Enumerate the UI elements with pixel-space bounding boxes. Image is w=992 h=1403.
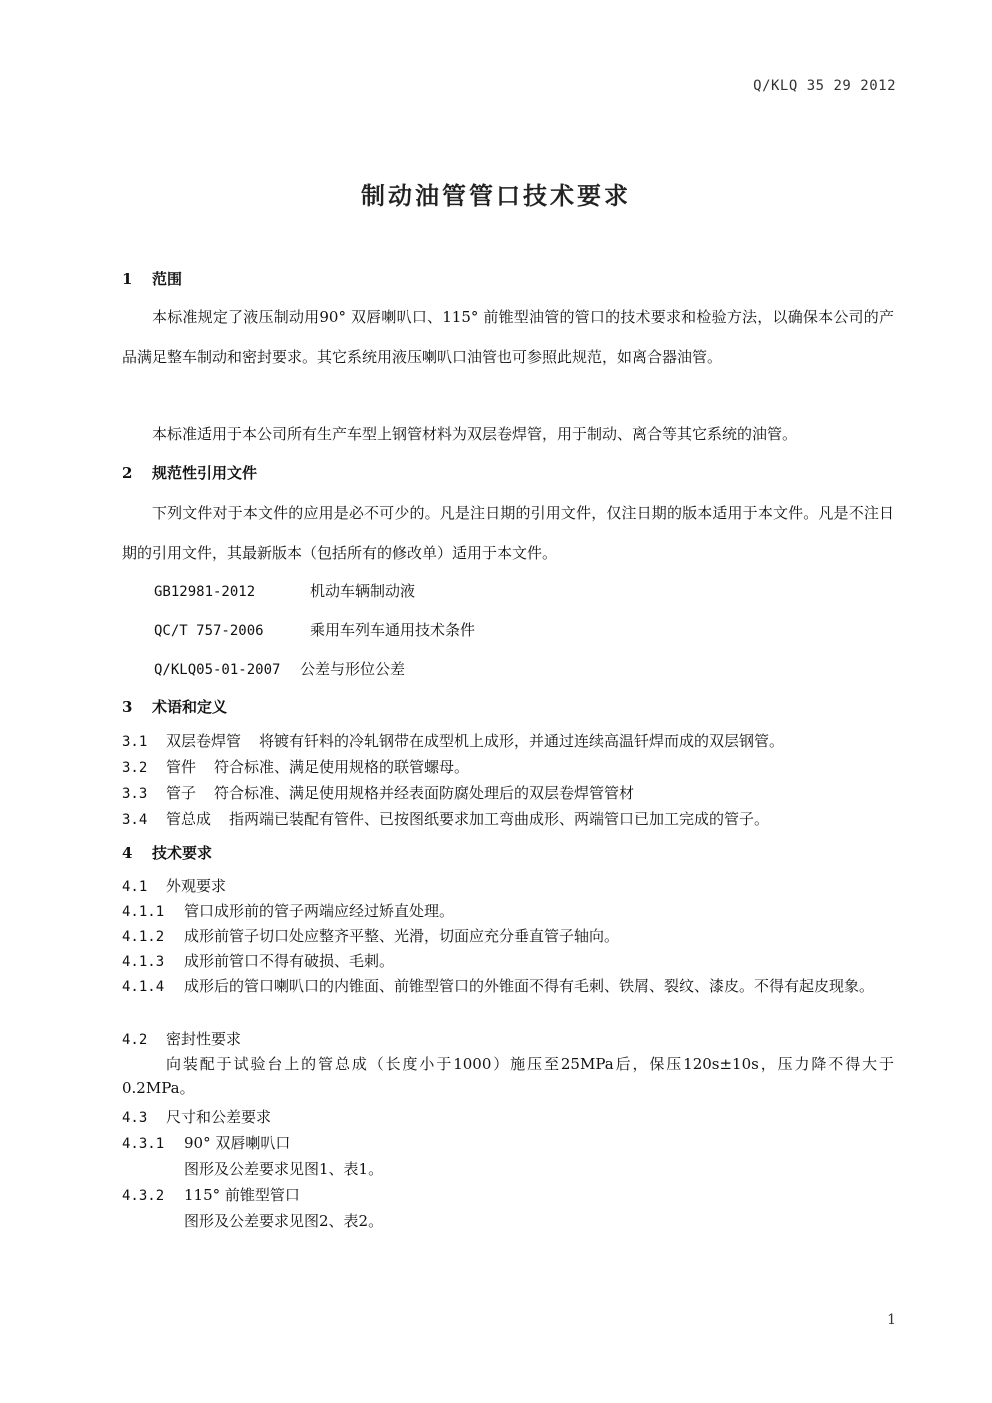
clause-number: 3.3 <box>122 786 148 802</box>
scope-paragraph-2: 本标准适用于本公司所有生产车型上钢管材料为双层卷焊管，用于制动、离合等其它系统的油管。 <box>152 425 798 443</box>
clause-number: 3.4 <box>122 812 148 828</box>
term-definition <box>122 782 634 803</box>
clause-number: 4.2 <box>122 1032 148 1048</box>
clause-4-1-4 <box>122 974 894 999</box>
clause-4-3 <box>122 1106 271 1127</box>
clause-4-1-3 <box>122 950 394 971</box>
clause-4-3-2-note: 图形及公差要求见图2、表2。 <box>184 1212 384 1230</box>
clause-text: 密封性要求 <box>166 1030 242 1048</box>
clause-number: 4.3.2 <box>122 1188 165 1204</box>
clause-number: 3.1 <box>122 734 148 750</box>
reference-code: Q/KLQ05-01-2007 <box>154 662 281 678</box>
section-heading-normative-references <box>122 462 257 483</box>
clause-text: 成形前管口不得有破损、毛刺。 <box>184 952 395 970</box>
clause-number: 4.1 <box>122 879 148 895</box>
document-title: 制动油管管口技术要求 <box>361 181 631 210</box>
clause-text: 管口成形前的管子两端应经过矫直处理。 <box>184 902 455 920</box>
section-title: 技术要求 <box>152 844 213 862</box>
document-code: Q/KLQ 35 29 2012 <box>753 78 896 94</box>
definition: 符合标准、满足使用规格的联管螺母。 <box>214 758 470 776</box>
clause-4-1-2 <box>122 925 619 946</box>
clause-4-3-2 <box>122 1184 300 1205</box>
section-number: 4 <box>122 844 133 862</box>
reference-item <box>154 619 475 640</box>
scope-paragraph-1: 本标准规定了液压制动用90° 双唇喇叭口、115° 前锥型油管的管口的技术要求和检验方法，以确保本公司的产品满足整车制动和密封要求。其它系统用液压喇叭口油管也可参照此规范，如离合器油管。 <box>122 308 894 366</box>
term-definition <box>122 730 784 751</box>
clause-text: 外观要求 <box>166 877 227 895</box>
clause-4-2 <box>122 1028 241 1049</box>
references-paragraph: 下列文件对于本文件的应用是必不可少的。凡是注日期的引用文件，仅注日期的版本适用于本文件。凡是不注日期的引用文件，其最新版本（包括所有的修改单）适用于本文件。 <box>122 504 894 562</box>
clause-text: 成形后的管口喇叭口的内锥面、前锥型管口的外锥面不得有毛刺、铁屑、裂纹、漆皮。不得有起皮现象。 <box>184 977 875 995</box>
section-number: 1 <box>122 270 133 288</box>
reference-item <box>154 658 405 679</box>
clause-4-3-1 <box>122 1132 290 1153</box>
definition: 指两端已装配有管件、已按图纸要求加工弯曲成形、两端管口已加工完成的管子。 <box>229 810 770 828</box>
clause-text: 115° 前锥型管口 <box>184 1186 300 1204</box>
clause-4-1-1 <box>122 900 454 921</box>
term: 管总成 <box>166 810 212 828</box>
definition: 将镀有钎料的冷轧钢带在成型机上成形，并通过连续高温钎焊而成的双层钢管。 <box>259 732 785 750</box>
section-title: 规范性引用文件 <box>152 464 258 482</box>
clause-4-1 <box>122 875 226 896</box>
page-number: 1 <box>887 1312 896 1328</box>
section-heading-technical-requirements <box>122 842 212 863</box>
term: 双层卷焊管 <box>166 732 242 750</box>
section-heading-terms <box>122 696 227 717</box>
section-heading-scope <box>122 268 182 289</box>
term: 管子 <box>166 784 197 802</box>
clause-text: 成形前管子切口处应整齐平整、光滑，切面应充分垂直管子轴向。 <box>184 927 620 945</box>
reference-name: 乘用车列车通用技术条件 <box>310 621 476 639</box>
reference-code: GB12981-2012 <box>154 584 256 600</box>
clause-number: 4.1.3 <box>122 954 165 970</box>
clause-number: 4.1.2 <box>122 929 165 945</box>
reference-name: 机动车辆制动液 <box>310 582 416 600</box>
clause-number: 4.1.1 <box>122 904 165 920</box>
definition: 符合标准、满足使用规格并经表面防腐处理后的双层卷焊管管材 <box>214 784 635 802</box>
clause-text: 90° 双唇喇叭口 <box>184 1134 291 1152</box>
term-definition <box>122 756 469 777</box>
section-number: 3 <box>122 698 133 716</box>
clause-text: 尺寸和公差要求 <box>166 1108 272 1126</box>
clause-number: 4.3 <box>122 1110 148 1126</box>
clause-4-3-1-note: 图形及公差要求见图1、表1。 <box>184 1160 384 1178</box>
term-definition <box>122 808 769 829</box>
section-title: 术语和定义 <box>152 698 228 716</box>
term: 管件 <box>166 758 197 776</box>
clause-number: 3.2 <box>122 760 148 776</box>
reference-code: QC/T 757-2006 <box>154 623 264 639</box>
clause-number: 4.3.1 <box>122 1136 165 1152</box>
clause-number: 4.1.4 <box>122 979 165 995</box>
section-number: 2 <box>122 464 133 482</box>
section-title: 范围 <box>152 270 183 288</box>
reference-item <box>154 580 415 601</box>
reference-name: 公差与形位公差 <box>300 660 406 678</box>
sealing-requirement-paragraph: 向装配于试验台上的管总成（长度小于1000）施压至25MPa后，保压120s±10s，压力降不得大于0.2MPa。 <box>122 1055 894 1097</box>
